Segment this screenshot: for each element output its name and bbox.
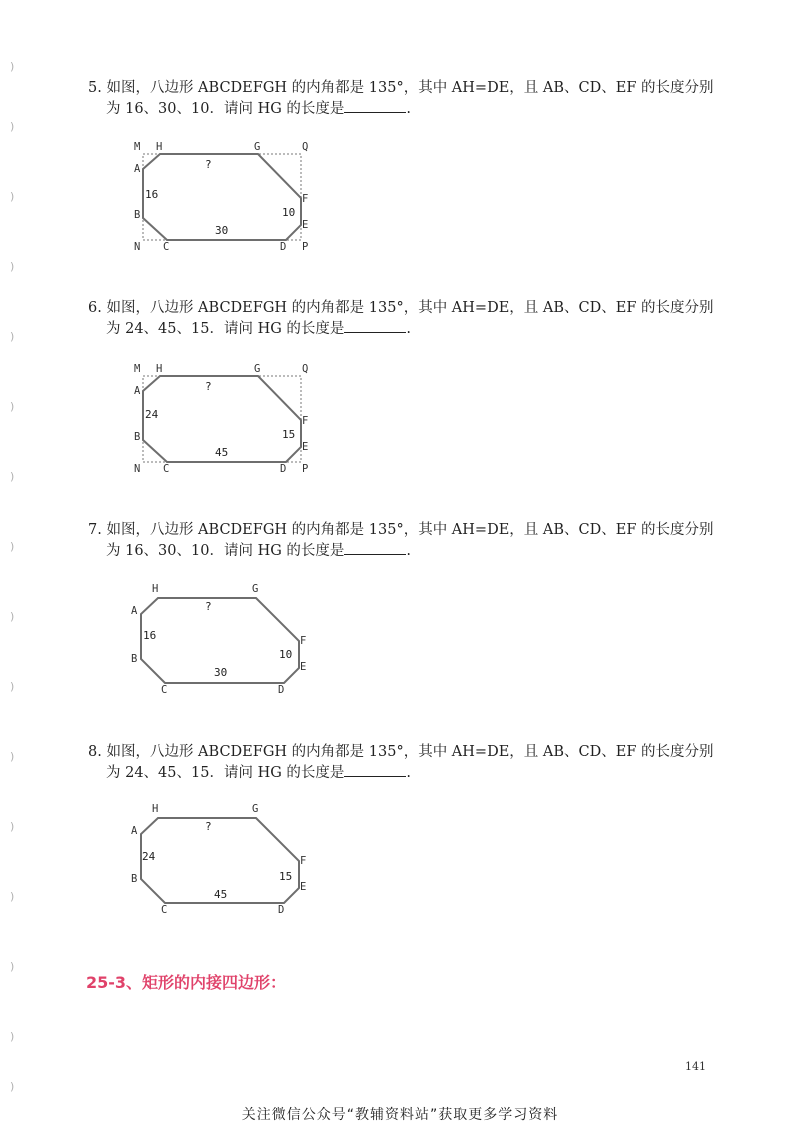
period: . xyxy=(406,765,412,781)
vertex-label-q: Q xyxy=(302,363,309,375)
unknown-hg-label: ? xyxy=(205,820,212,833)
problem-7 xyxy=(88,520,718,561)
binding-margin-marks: ) ) ) ) ) ) ) ) ) ) ) ) ) ) ) ) xyxy=(10,60,15,1093)
vertex-label-c: C xyxy=(161,684,168,696)
cd-length-label: 30 xyxy=(214,666,228,679)
vertex-label-q: Q xyxy=(302,141,309,153)
figure-5 xyxy=(130,138,320,262)
vertex-label-f: F xyxy=(302,193,309,205)
vertex-label-d: D xyxy=(278,684,285,696)
vertex-label-g: G xyxy=(254,141,261,153)
vertex-label-g: G xyxy=(252,803,259,815)
vertex-label-p: P xyxy=(302,241,309,253)
answer-blank xyxy=(344,540,406,555)
vertex-label-a: A xyxy=(131,605,138,617)
problem-statement-line2 xyxy=(88,318,718,339)
vertex-label-f: F xyxy=(300,855,307,867)
problem-text: 为 16、30、10．请问 HG 的长度是 xyxy=(106,101,345,117)
problem-6 xyxy=(88,298,718,339)
unknown-hg-label: ? xyxy=(205,380,212,393)
problem-text: 为 24、45、15．请问 HG 的长度是 xyxy=(106,765,345,781)
problem-statement-line1 xyxy=(88,78,718,98)
vertex-label-c: C xyxy=(163,241,170,253)
problem-number: 8. xyxy=(88,744,102,760)
ef-length-label: 15 xyxy=(279,870,293,883)
problem-text: 如图，八边形 ABCDEFGH 的内角都是 135°，其中 AH=DE，且 AB、CD、EF 的长度分别 xyxy=(106,300,714,316)
problem-statement-line2 xyxy=(88,98,718,119)
problem-text: 如图，八边形 ABCDEFGH 的内角都是 135°，其中 AH=DE，且 AB、CD、EF 的长度分别 xyxy=(106,522,714,538)
vertex-label-a: A xyxy=(134,163,141,175)
cd-length-label: 30 xyxy=(215,224,229,237)
answer-blank xyxy=(344,98,406,113)
vertex-label-h: H xyxy=(152,803,159,815)
vertex-label-n: N xyxy=(134,241,141,253)
figure-7 xyxy=(128,582,318,706)
answer-blank xyxy=(344,762,406,777)
vertex-label-b: B xyxy=(134,209,141,221)
period: . xyxy=(406,101,412,117)
vertex-label-h: H xyxy=(152,583,159,595)
ef-length-label: 10 xyxy=(279,648,293,661)
figure-8 xyxy=(128,802,318,926)
vertex-label-n: N xyxy=(134,463,141,475)
vertex-label-a: A xyxy=(134,385,141,397)
cd-length-label: 45 xyxy=(215,446,229,459)
vertex-label-b: B xyxy=(131,653,138,665)
vertex-label-e: E xyxy=(302,219,309,231)
problem-text: 如图，八边形 ABCDEFGH 的内角都是 135°，其中 AH=DE，且 AB、CD、EF 的长度分别 xyxy=(106,744,714,760)
vertex-label-a: A xyxy=(131,825,138,837)
ab-length-label: 16 xyxy=(145,188,159,201)
problem-text: 如图，八边形 ABCDEFGH 的内角都是 135°，其中 AH=DE，且 AB、CD、EF 的长度分别 xyxy=(106,80,714,96)
problem-statement-line2 xyxy=(88,762,718,783)
problem-text: 为 16、30、10．请问 HG 的长度是 xyxy=(106,543,345,559)
ef-length-label: 10 xyxy=(282,206,296,219)
period: . xyxy=(406,543,412,559)
vertex-label-h: H xyxy=(156,141,163,153)
octagon-diagram xyxy=(128,802,318,922)
vertex-label-g: G xyxy=(252,583,259,595)
page-number: 141 xyxy=(685,1060,706,1073)
vertex-label-c: C xyxy=(161,904,168,916)
vertex-label-g: G xyxy=(254,363,261,375)
vertex-label-b: B xyxy=(131,873,138,885)
problem-statement-line1 xyxy=(88,742,718,762)
problem-number: 7. xyxy=(88,522,102,538)
problem-5 xyxy=(88,78,718,119)
section-heading: 25-3、矩形的内接四边形： xyxy=(86,973,287,992)
problem-number: 5. xyxy=(88,80,102,96)
vertex-label-e: E xyxy=(302,441,309,453)
octagon-diagram xyxy=(130,138,320,258)
ef-length-label: 15 xyxy=(282,428,296,441)
problem-number: 6. xyxy=(88,300,102,316)
problem-statement-line2 xyxy=(88,540,718,561)
cd-length-label: 45 xyxy=(214,888,228,901)
unknown-hg-label: ? xyxy=(205,600,212,613)
period: . xyxy=(406,321,412,337)
vertex-label-f: F xyxy=(302,415,309,427)
vertex-label-d: D xyxy=(278,904,285,916)
vertex-label-f: F xyxy=(300,635,307,647)
vertex-label-e: E xyxy=(300,881,307,893)
vertex-label-m: M xyxy=(134,363,141,375)
problem-text: 为 24、45、15．请问 HG 的长度是 xyxy=(106,321,345,337)
problem-8 xyxy=(88,742,718,783)
figure-6 xyxy=(130,360,320,484)
unknown-hg-label: ? xyxy=(205,158,212,171)
vertex-label-c: C xyxy=(163,463,170,475)
vertex-label-h: H xyxy=(156,363,163,375)
ab-length-label: 24 xyxy=(142,850,156,863)
ab-length-label: 16 xyxy=(143,629,157,642)
vertex-label-p: P xyxy=(302,463,309,475)
octagon-diagram xyxy=(130,360,320,480)
footer-promo-text: 关注微信公众号“教辅资料站”获取更多学习资料 xyxy=(241,1107,559,1123)
problem-statement-line1 xyxy=(88,520,718,540)
ab-length-label: 24 xyxy=(145,408,159,421)
problem-statement-line1 xyxy=(88,298,718,318)
vertex-label-b: B xyxy=(134,431,141,443)
vertex-label-d: D xyxy=(280,241,287,253)
vertex-label-m: M xyxy=(134,141,141,153)
octagon-diagram xyxy=(128,582,318,702)
vertex-label-d: D xyxy=(280,463,287,475)
vertex-label-e: E xyxy=(300,661,307,673)
answer-blank xyxy=(344,318,406,333)
